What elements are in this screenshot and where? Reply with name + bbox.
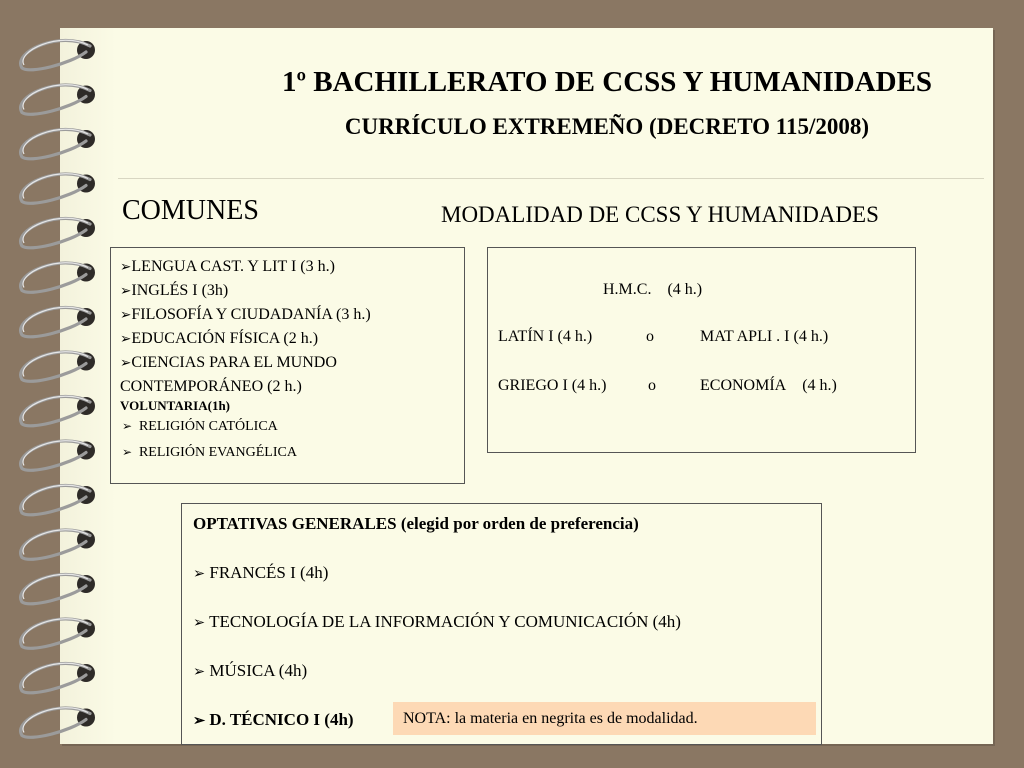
arrow-bullet-icon: ➢: [193, 566, 206, 582]
arrow-bullet-icon: ➢: [193, 615, 206, 631]
comunes-heading: COMUNES: [122, 195, 259, 226]
modalidad-heading: MODALIDAD DE CCSS Y HUMANIDADES: [441, 202, 879, 227]
economia-subject: ECONOMÍA (4 h.): [700, 377, 837, 394]
comunes-item: ➢INGLÉS I (3h): [120, 282, 229, 299]
comunes-item: ➢FILOSOFÍA Y CIUDADANÍA (3 h.): [120, 306, 371, 323]
or-label: o: [646, 328, 654, 345]
griego-subject: GRIEGO I (4 h.): [498, 377, 607, 394]
optativa-item: ➢ D. TÉCNICO I (4h): [193, 710, 354, 729]
slide-title: 1º BACHILLERATO DE CCSS Y HUMANIDADES: [281, 66, 933, 98]
arrow-bullet-icon: ➢: [193, 664, 206, 680]
arrow-bullet-icon: ➢: [193, 713, 206, 729]
optativa-item: ➢ FRANCÉS I (4h): [193, 563, 329, 582]
spiral-binding: [0, 0, 110, 768]
comunes-item: ➢EDUCACIÓN FÍSICA (2 h.): [120, 330, 319, 347]
comunes-box: [110, 247, 465, 484]
comunes-item: ➢CIENCIAS PARA EL MUNDO CONTEMPORÁNEO (2 h.): [120, 354, 337, 395]
arrow-bullet-icon: ➢: [120, 307, 132, 322]
arrow-bullet-icon: ➢: [120, 283, 132, 298]
modalidad-box: [487, 247, 916, 453]
optativa-item: ➢ TECNOLOGÍA DE LA INFORMACIÓN Y COMUNICACIÓN (4h): [193, 612, 681, 631]
or-label: o: [648, 377, 656, 394]
arrow-bullet-icon: ➢: [120, 331, 132, 346]
slide-subtitle: CURRÍCULO EXTREMEÑO (DECRETO 115/2008): [344, 114, 870, 139]
notebook-page: [60, 28, 993, 744]
arrow-bullet-icon: ➢: [120, 355, 132, 370]
religion-item: ➢ RELIGIÓN EVANGÉLICA: [122, 445, 297, 460]
mat-apli-subject: MAT APLI . I (4 h.): [700, 328, 829, 345]
hmc-subject: H.M.C. (4 h.): [603, 281, 703, 298]
comunes-item: ➢LENGUA CAST. Y LIT I (3 h.): [120, 258, 335, 275]
voluntaria-label: VOLUNTARIA(1h): [120, 398, 231, 413]
latin-subject: LATÍN I (4 h.): [498, 328, 593, 345]
religion-item: ➢ RELIGIÓN CATÓLICA: [122, 419, 278, 434]
divider: [118, 178, 984, 179]
optativas-heading: OPTATIVAS GENERALES (elegid por orden de preferencia): [193, 514, 639, 533]
arrow-bullet-icon: ➢: [122, 419, 132, 433]
note-box: NOTA: la materia en negrita es de modalidad.: [393, 702, 816, 735]
arrow-bullet-icon: ➢: [122, 445, 132, 459]
arrow-bullet-icon: ➢: [120, 259, 132, 274]
optativa-item: ➢ MÚSICA (4h): [193, 661, 308, 680]
